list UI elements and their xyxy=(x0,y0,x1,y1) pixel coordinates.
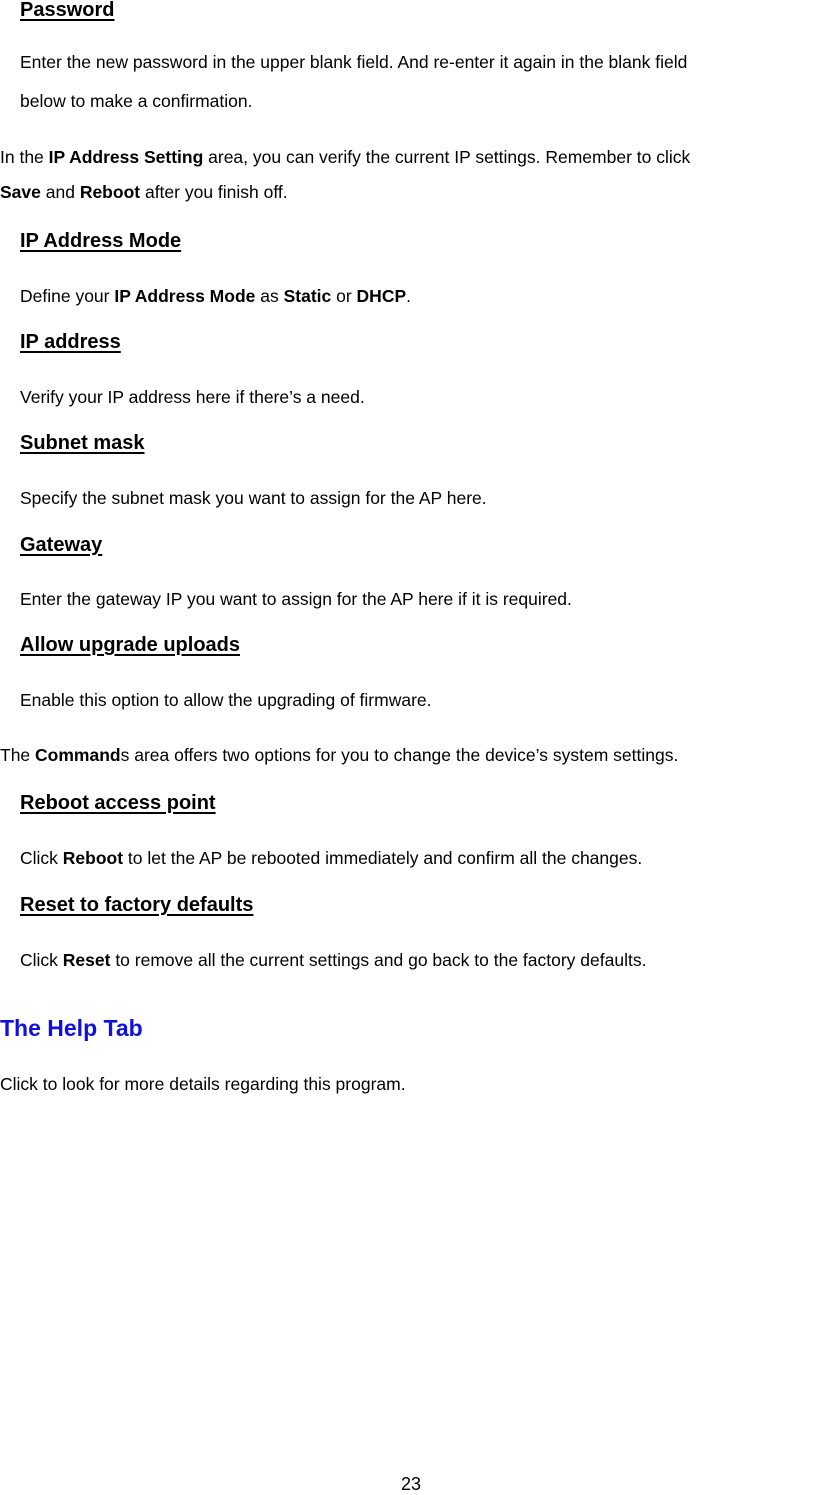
reset-heading: Reset to factory defaults xyxy=(20,894,254,916)
password-text-line-2: below to make a confirmation. xyxy=(20,91,253,111)
ip-mode-heading: IP Address Mode xyxy=(20,230,182,252)
ip-address-text: Verify your IP address here if there’s a need. xyxy=(20,387,365,407)
help-tab-title: The Help Tab xyxy=(0,1015,143,1041)
gateway-text: Enter the gateway IP you want to assign for the AP here if it is required. xyxy=(20,589,572,609)
help-tab-text: Click to look for more details regarding this program. xyxy=(0,1074,406,1094)
page-number: 23 xyxy=(400,1474,422,1494)
upgrade-text: Enable this option to allow the upgrading of firmware. xyxy=(20,690,432,710)
subnet-mask-text: Specify the subnet mask you want to assign for the AP here. xyxy=(20,488,487,508)
ip-address-heading: IP address xyxy=(20,331,121,353)
reboot-heading: Reboot access point xyxy=(20,792,216,814)
commands-intro: The Commands area offers two options for you to change the device’s system settings. xyxy=(0,745,679,765)
ip-setting-intro-line-2: Save and Reboot after you finish off. xyxy=(0,182,288,202)
reset-text: Click Reset to remove all the current settings and go back to the factory defaults. xyxy=(20,950,647,970)
password-heading: Password xyxy=(20,0,115,21)
reboot-text: Click Reboot to let the AP be rebooted immediately and confirm all the changes. xyxy=(20,848,643,868)
password-text-line-1: Enter the new password in the upper blank field. And re-enter it again in the blank field xyxy=(20,52,688,72)
ip-mode-text: Define your IP Address Mode as Static or DHCP. xyxy=(20,286,412,306)
ip-setting-intro-line-1: In the IP Address Setting area, you can verify the current IP settings. Remember to click xyxy=(0,147,691,167)
upgrade-heading: Allow upgrade uploads xyxy=(20,634,241,656)
gateway-heading: Gateway xyxy=(20,534,103,556)
subnet-mask-heading: Subnet mask xyxy=(20,432,145,454)
